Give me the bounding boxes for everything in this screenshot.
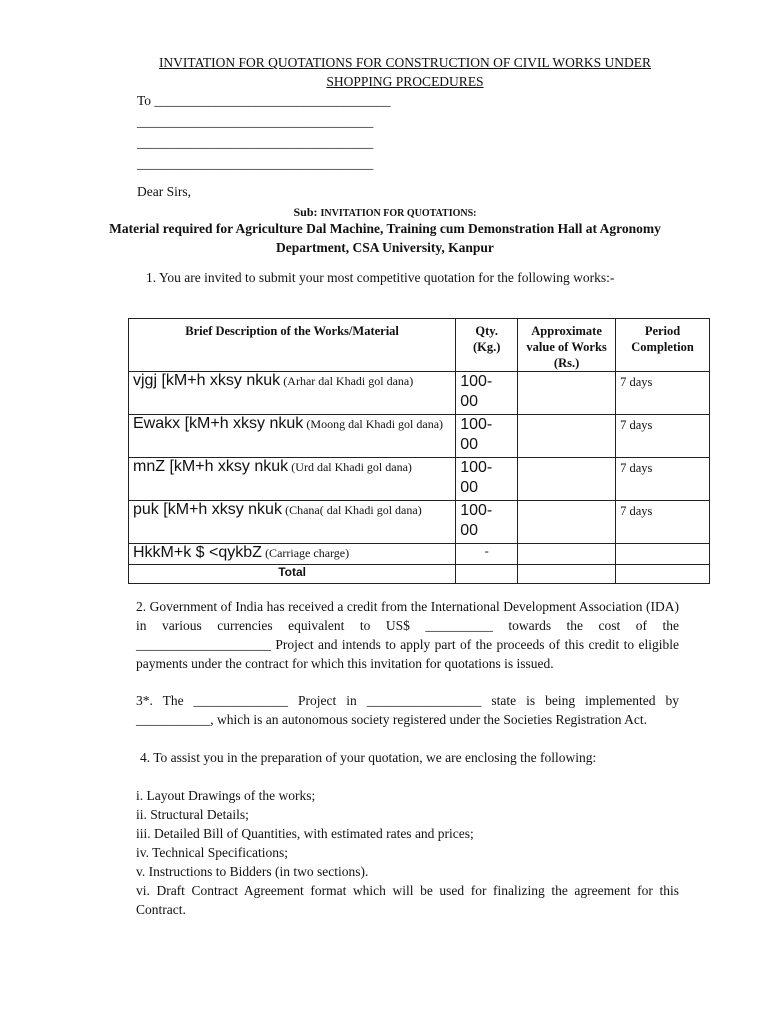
- qty-part-b: 00: [460, 522, 478, 539]
- row-english: (Urd dal Khadi gol dana): [291, 460, 412, 474]
- sub-text: INVITATION FOR QUOTATIONS:: [320, 208, 477, 219]
- enclosure-list: [136, 786, 679, 919]
- header-value: Approximate value of Works (Rs.): [518, 319, 616, 372]
- salutation: Dear Sirs,: [137, 184, 191, 199]
- subject-line-1: Material required for Agriculture Dal Machine, Training cum Demonstration Hall at Agronomy: [109, 221, 661, 236]
- header-qty: Qty. (Kg.): [456, 319, 518, 372]
- sub-label: Sub:: [293, 205, 318, 219]
- row-period: 7 days: [616, 372, 710, 415]
- carriage-value: [518, 544, 616, 565]
- row-qty: [456, 372, 518, 415]
- qty-part-a: 100-: [460, 416, 493, 433]
- carriage-row: [129, 544, 710, 565]
- list-item: iv. Technical Specifications;: [136, 845, 289, 860]
- list-item: i. Layout Drawings of the works;: [136, 788, 316, 803]
- row-qty: [456, 415, 518, 458]
- addressee-block: [137, 90, 391, 174]
- row-hindi: mnZ [kM+h xksy nkuk: [133, 458, 289, 475]
- row-description: [129, 458, 456, 501]
- paragraph-2: 2. Government of India has received a credit from the International Development Association (IDA) in various currencies equivalent to US$ __________ towards the cost of the ____________________ Project and intends to apply part of the proceeds of this credit to eligible payments under the contract for which this invitation for quotations is issued.: [136, 599, 679, 671]
- carriage-english: (Carriage charge): [265, 546, 350, 560]
- table-row: [129, 458, 710, 501]
- list-item: ii. Structural Details;: [136, 807, 249, 822]
- paragraph-3: 3*. The ______________ Project in _________________ state is being implemented by ___________, which is an autonomous society registered under the Societies Registration Act.: [136, 693, 679, 727]
- qty-part-a: 100-: [460, 502, 493, 519]
- row-qty: [456, 501, 518, 544]
- row-english: (Arhar dal Khadi gol dana): [283, 374, 414, 388]
- qty-part-b: 00: [460, 393, 478, 410]
- row-value: [518, 458, 616, 501]
- to-line-1: To ___________________________________: [137, 93, 391, 108]
- subject: [90, 219, 680, 257]
- paragraph-1: 1. You are invited to submit your most competitive quotation for the following works:-: [146, 270, 615, 285]
- carriage-qty: -: [456, 544, 518, 565]
- title-line-1: INVITATION FOR QUOTATIONS FOR CONSTRUCTION OF CIVIL WORKS UNDER: [158, 55, 652, 70]
- to-line-4: ___________________________________: [137, 156, 374, 171]
- row-hindi: puk [kM+h xksy nkuk: [133, 501, 282, 518]
- qty-part-a: 100-: [460, 459, 493, 476]
- total-qty: [456, 565, 518, 584]
- carriage-period: [616, 544, 710, 565]
- table-row: [129, 501, 710, 544]
- total-label: Total: [129, 565, 456, 584]
- total-row: [129, 565, 710, 584]
- to-line-2: ___________________________________: [137, 114, 374, 129]
- title-line-2: SHOPPING PROCEDURES: [326, 74, 484, 89]
- row-english: (Chana( dal Khadi gol dana): [285, 503, 422, 517]
- to-line-3: ___________________________________: [137, 135, 374, 150]
- carriage-description: [129, 544, 456, 565]
- table-row: [129, 415, 710, 458]
- paragraph-4: 4. To assist you in the preparation of your quotation, we are enclosing the following:: [140, 750, 597, 765]
- row-english: (Moong dal Khadi gol dana): [306, 417, 444, 431]
- carriage-hindi: HkkM+k $ <qykbZ: [133, 544, 262, 561]
- row-period: 7 days: [616, 501, 710, 544]
- total-value: [518, 565, 616, 584]
- row-description: [129, 501, 456, 544]
- table-row: [129, 372, 710, 415]
- row-hindi: Ewakx [kM+h xksy nkuk: [133, 415, 304, 432]
- list-item: vi. Draft Contract Agreement format which will be used for finalizing the agreement for this Contract.: [136, 883, 679, 917]
- list-item: iii. Detailed Bill of Quantities, with estimated rates and prices;: [136, 826, 474, 841]
- works-table: [128, 318, 710, 584]
- row-description: [129, 372, 456, 415]
- row-value: [518, 415, 616, 458]
- row-period: 7 days: [616, 458, 710, 501]
- row-value: [518, 501, 616, 544]
- subject-line-2: Department, CSA University, Kanpur: [276, 240, 494, 255]
- qty-part-b: 00: [460, 436, 478, 453]
- row-hindi: vjgj [kM+h xksy nkuk: [133, 372, 281, 389]
- list-item: v. Instructions to Bidders (in two sections).: [136, 864, 369, 879]
- total-period: [616, 565, 710, 584]
- document-title: [100, 53, 710, 91]
- table-header-row: [129, 319, 710, 372]
- subject-label-line: [0, 205, 770, 220]
- header-period: Period Completion: [616, 319, 710, 372]
- row-value: [518, 372, 616, 415]
- row-qty: [456, 458, 518, 501]
- row-description: [129, 415, 456, 458]
- qty-part-b: 00: [460, 479, 478, 496]
- row-period: 7 days: [616, 415, 710, 458]
- qty-part-a: 100-: [460, 373, 493, 390]
- header-description: Brief Description of the Works/Material: [129, 319, 456, 372]
